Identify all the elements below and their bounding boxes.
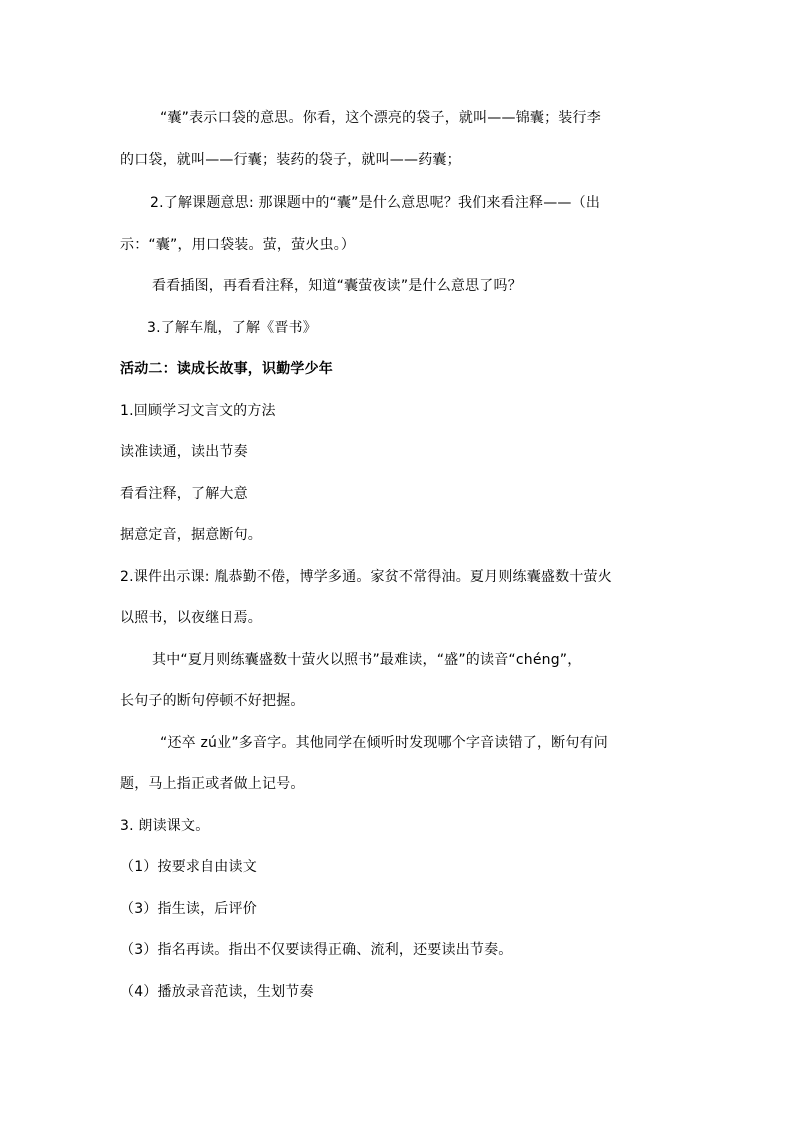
paragraph-line-5: 看看插图，再看看注释，知道“囊萤夜读”是什么意思了吗？: [152, 278, 522, 294]
section-heading: 活动二：读成长故事，识勤学少年: [120, 361, 333, 377]
paragraph-line-18: 3. 朗读课文。: [120, 818, 210, 834]
paragraph-line-17: 题，马上指正或者做上记号。: [120, 776, 305, 792]
paragraph-line-10: 看看注释，了解大意: [120, 486, 248, 502]
paragraph-line-8: 1.回顾学习文言文的方法: [120, 403, 276, 419]
paragraph-line-15: 长句子的断句停顿不好把握。: [120, 693, 305, 709]
paragraph-line-11: 据意定音，据意断句。: [120, 527, 262, 543]
paragraph-line-6: 3.了解车胤，了解《晋书》: [147, 320, 317, 336]
paragraph-line-2: 的口袋，就叫——行囊；装药的袋子，就叫——药囊；: [120, 152, 461, 168]
paragraph-line-12: 2.课件出示课: 胤恭勤不倦，博学多通。家贫不常得油。夏月则练囊盛数十萤火: [120, 569, 612, 585]
paragraph-line-4: 示：“囊”，用口袋装。萤，萤火虫。）: [120, 237, 356, 253]
paragraph-line-3: 2.了解课题意思: 那课题中的“囊”是什么意思呢？我们来看注释——（出: [150, 195, 601, 211]
list-item-2: （3）指生读，后评价: [120, 901, 257, 917]
paragraph-line-13: 以照书，以夜继日焉。: [120, 610, 262, 626]
list-item-3: （3）指名再读。指出不仅要读得正确、流利，还要读出节奏。: [120, 942, 513, 958]
paragraph-line-14: 其中“夏月则练囊盛数十萤火以照书”最难读，“盛”的读音“chéng”，: [152, 652, 582, 668]
list-item-4: （4）播放录音范读，生划节奏: [120, 984, 314, 1000]
paragraph-line-1: “囊”表示口袋的意思。你看，这个漂亮的袋子，就叫——锦囊；装行李: [160, 110, 601, 126]
list-item-1: （1）按要求自由读文: [120, 859, 257, 875]
paragraph-line-16: “还卒 zú业”多音字。其他同学在倾听时发现哪个字音读错了，断句有问: [160, 735, 608, 751]
paragraph-line-9: 读准读通，读出节奏: [120, 444, 248, 460]
